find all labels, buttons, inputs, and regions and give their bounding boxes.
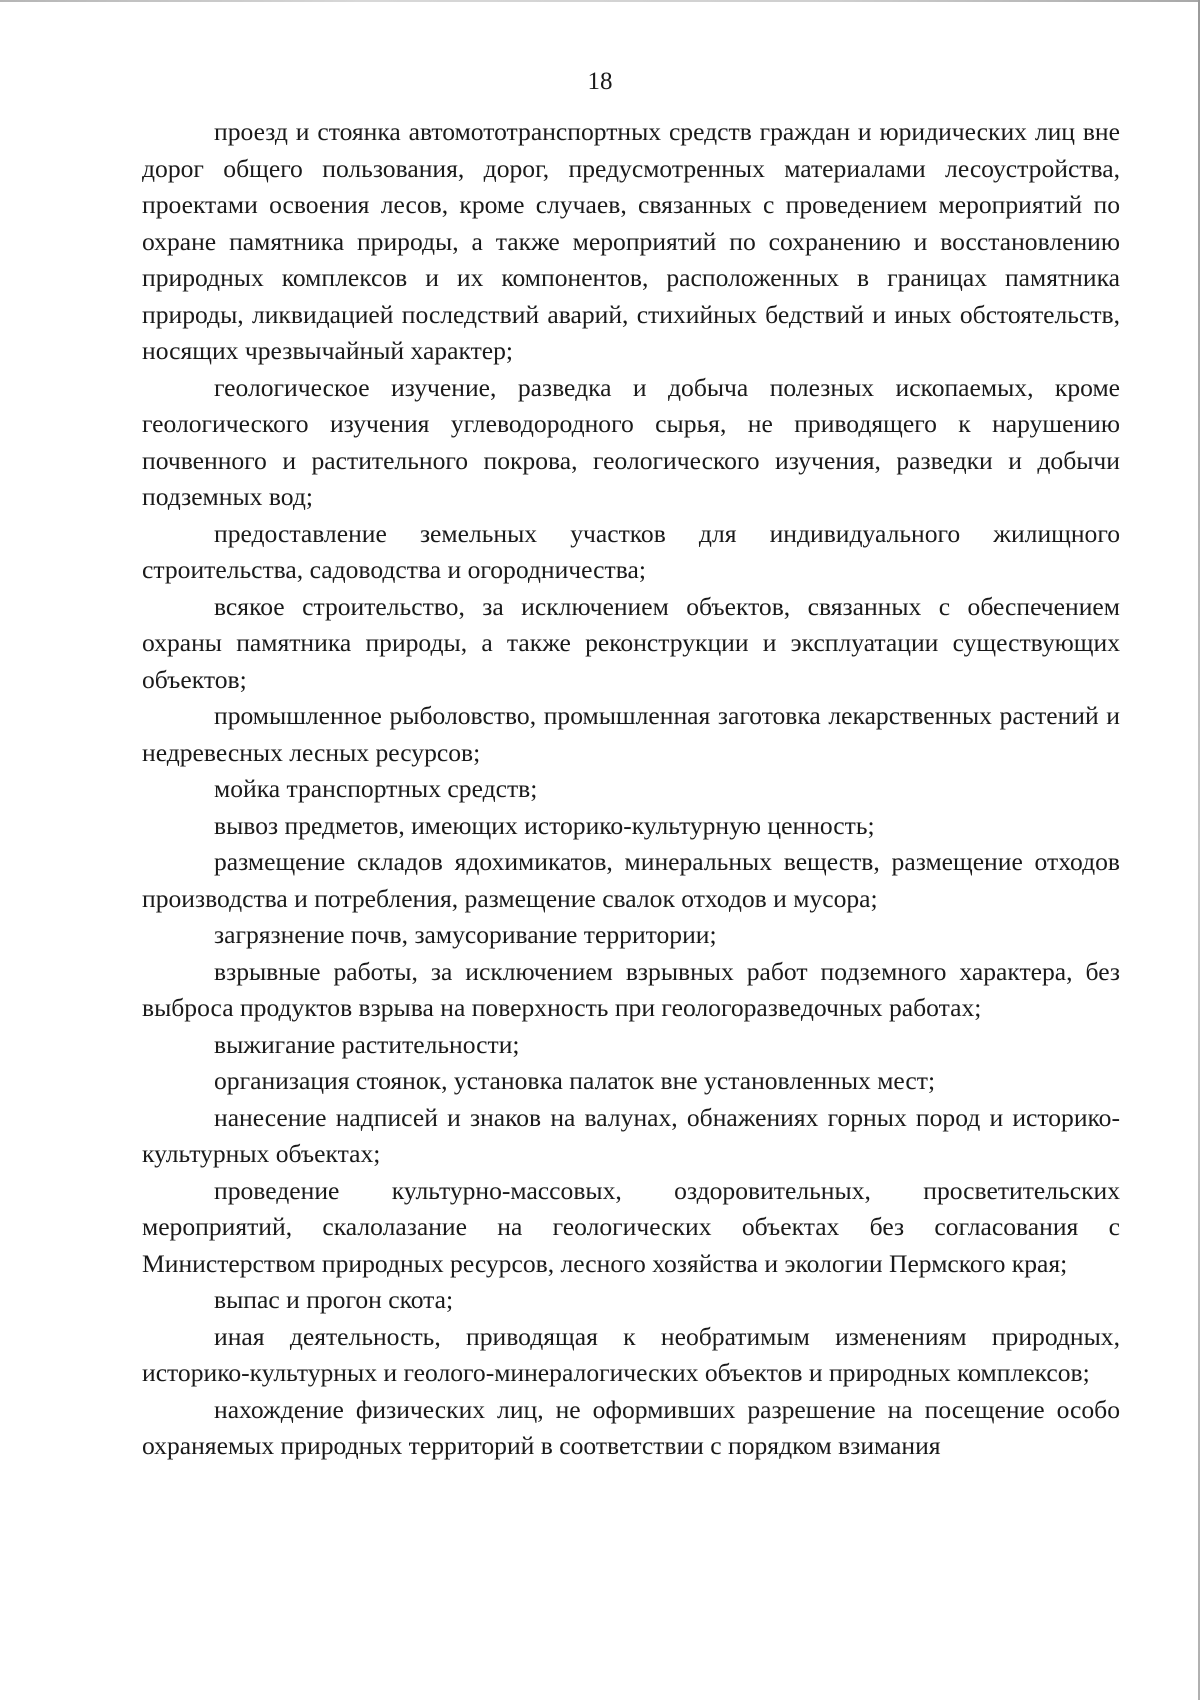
paragraph-vehicle-washing: мойка транспортных средств; — [214, 774, 538, 803]
paragraph-heritage-removal: вывоз предметов, имеющих историко-культурную ценность; — [214, 810, 875, 840]
document-body — [142, 114, 1120, 1465]
paragraph-land-plots: предоставление земельных участков для индивидуального жилищного строительства, садоводства и огородничества; — [142, 518, 1120, 584]
paragraph-geological-exploration: геологическое изучение, разведка и добыча полезных ископаемых, кроме геологического изучения углеводородного сырья, не приводящего к нарушению почвенного и растительного покрова, геологического изучения, разведки и добычи подземных вод; — [142, 372, 1120, 511]
paragraph-construction: всякое строительство, за исключением объектов, связанных с обеспечением охраны памятника природы, а также реконструкции и эксплуатации существующих объектов; — [142, 591, 1120, 694]
paragraph-blasting: взрывные работы, за исключением взрывных работ подземного характера, без выброса продуктов взрыва на поверхность при геологоразведочных работах; — [142, 956, 1120, 1022]
paragraph-vehicle-parking: проезд и стоянка автомототранспортных средств граждан и юридических лиц вне дорог общего пользования, дорог, предусмотренных материалами лесоустройства, проектами освоения лесов, кроме случаев, связанных с проведением мероприятий по охране памятника природы, а также мероприятий по сохранению и восстановлению природных комплексов и их компонентов, расположенных в границах памятника природы, ликвидацией последствий аварий, стихийных бедствий и иных обстоятельств, носящих чрезвычайный характер; — [142, 117, 1120, 365]
paragraph-mass-events: проведение культурно-массовых, оздоровительных, просветительских мероприятий, скалолазание на геологических объектах без согласования с Министерством природных ресурсов, лесного хозяйства и экологии Пермского края; — [142, 1175, 1120, 1278]
paragraph-visitor-permits: нахождение физических лиц, не оформивших разрешение на посещение особо охраняемых природных территорий в соответствии с порядком взимания — [142, 1394, 1120, 1460]
paragraph-graffiti: нанесение надписей и знаков на валунах, обнажениях горных пород и историко-культурных объектах; — [142, 1102, 1120, 1168]
paragraph-industrial-fishing: промышленное рыболовство, промышленная заготовка лекарственных растений и недревесных лесных ресурсов; — [142, 701, 1120, 767]
paragraph-vegetation-burning: выжигание растительности; — [214, 1029, 520, 1059]
paragraph-chemical-storage: размещение складов ядохимикатов, минеральных веществ, размещение отходов производства и потребления, размещение свалок отходов и мусора; — [142, 847, 1120, 913]
paragraph-irreversible-activity: иная деятельность, приводящая к необратимым изменениям природных, историко-культурных и геолого-минералогических объектов и природных комплексов; — [142, 1321, 1120, 1387]
paragraph-grazing: выпас и прогон скота; — [214, 1285, 454, 1314]
page-number: 18 — [587, 68, 613, 95]
paragraph-soil-pollution: загрязнение почв, замусоривание территории; — [214, 920, 717, 949]
scan-edge-top — [0, 0, 1200, 2]
paragraph-camping: организация стоянок, установка палаток вне установленных мест; — [214, 1066, 936, 1095]
